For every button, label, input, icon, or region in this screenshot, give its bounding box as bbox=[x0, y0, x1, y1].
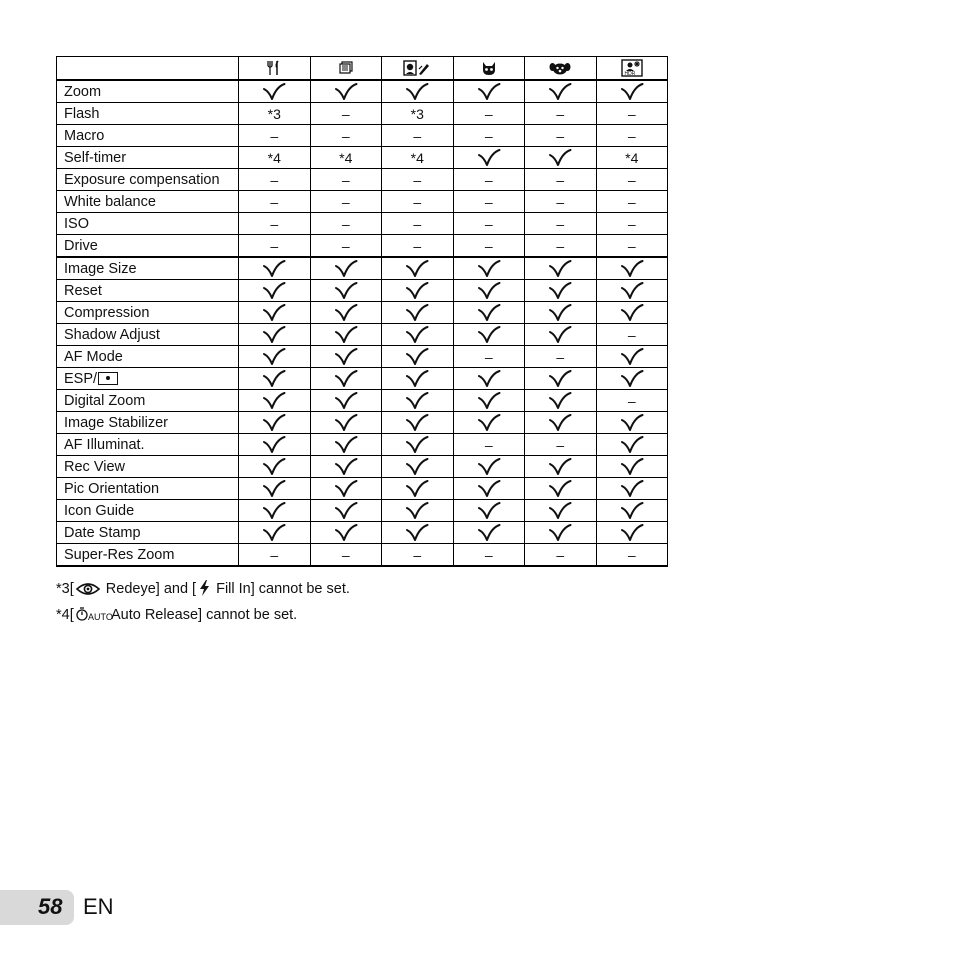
checkmark-icon bbox=[382, 324, 454, 346]
checkmark-icon bbox=[596, 456, 668, 478]
not-available-cell: – bbox=[310, 213, 382, 235]
svg-text:HDR: HDR bbox=[624, 71, 636, 77]
checkmark-icon bbox=[310, 302, 382, 324]
checkmark-icon bbox=[525, 147, 597, 169]
checkmark-icon bbox=[310, 280, 382, 302]
checkmark-icon bbox=[382, 412, 454, 434]
row-label-esp bbox=[57, 368, 239, 390]
column-header-6 bbox=[596, 57, 668, 81]
row-label-iso bbox=[57, 213, 239, 235]
row-label-reset bbox=[57, 280, 239, 302]
checkmark-icon bbox=[382, 346, 454, 368]
checkmark-icon bbox=[239, 412, 311, 434]
header-blank-cell bbox=[57, 57, 239, 81]
checkmark-icon bbox=[239, 324, 311, 346]
row-label-pic-orientation bbox=[57, 478, 239, 500]
not-available-cell: – bbox=[596, 390, 668, 412]
checkmark-icon bbox=[596, 412, 668, 434]
footnote-3-text-1: Redeye] and [ bbox=[101, 581, 197, 597]
checkmark-icon bbox=[453, 522, 525, 544]
not-available-cell: – bbox=[453, 103, 525, 125]
not-available-cell: – bbox=[310, 191, 382, 213]
checkmark-icon bbox=[453, 368, 525, 390]
table-row bbox=[57, 257, 668, 280]
not-available-cell: – bbox=[382, 191, 454, 213]
row-label-image-stabilizer bbox=[57, 412, 239, 434]
row-label-text: Image Size bbox=[64, 260, 137, 277]
checkmark-icon bbox=[382, 500, 454, 522]
checkmark-icon bbox=[310, 80, 382, 103]
checkmark-icon bbox=[239, 522, 311, 544]
checkmark-icon bbox=[310, 522, 382, 544]
not-available-cell: – bbox=[525, 235, 597, 258]
footnote-4-prefix: *4[ bbox=[56, 607, 74, 623]
pet-cat-icon bbox=[454, 59, 525, 77]
column-header-5 bbox=[525, 57, 597, 81]
checkmark-icon bbox=[382, 368, 454, 390]
checkmark-icon bbox=[382, 257, 454, 280]
table-row bbox=[57, 500, 668, 522]
checkmark-icon bbox=[453, 280, 525, 302]
checkmark-icon bbox=[239, 302, 311, 324]
auto-release-icon bbox=[76, 606, 113, 626]
column-header-4 bbox=[453, 57, 525, 81]
row-label-af-mode bbox=[57, 346, 239, 368]
documents-icon bbox=[311, 59, 382, 77]
checkmark-icon bbox=[239, 500, 311, 522]
not-available-cell: – bbox=[453, 169, 525, 191]
checkmark-icon bbox=[239, 280, 311, 302]
checkmark-icon bbox=[382, 434, 454, 456]
row-label-text: Drive bbox=[64, 237, 98, 254]
table-row bbox=[57, 80, 668, 103]
row-label-exposure-compensation bbox=[57, 169, 239, 191]
not-available-cell: – bbox=[596, 169, 668, 191]
checkmark-icon bbox=[382, 522, 454, 544]
beauty-icon bbox=[382, 59, 453, 77]
checkmark-icon bbox=[525, 324, 597, 346]
checkmark-icon bbox=[239, 456, 311, 478]
checkmark-icon bbox=[310, 434, 382, 456]
row-label-text: Pic Orientation bbox=[64, 480, 160, 497]
footnote-4-text-1: Auto Release] cannot be set. bbox=[107, 607, 298, 623]
checkmark-icon bbox=[382, 456, 454, 478]
table-row bbox=[57, 456, 668, 478]
row-label-text: Reset bbox=[64, 282, 102, 299]
table-row bbox=[57, 478, 668, 500]
row-label-text: Exposure compensation bbox=[64, 171, 220, 188]
checkmark-icon bbox=[239, 434, 311, 456]
row-label-text: Image Stabilizer bbox=[64, 414, 168, 431]
row-label-text: ISO bbox=[64, 215, 89, 232]
checkmark-icon bbox=[525, 257, 597, 280]
footnote-ref-cell: *4 bbox=[310, 147, 382, 169]
checkmark-icon bbox=[596, 302, 668, 324]
row-label-text: AF Illuminat. bbox=[64, 436, 145, 453]
row-label-text: Zoom bbox=[64, 83, 102, 100]
checkmark-icon bbox=[596, 368, 668, 390]
not-available-cell: – bbox=[453, 346, 525, 368]
checkmark-icon bbox=[453, 456, 525, 478]
checkmark-icon bbox=[382, 280, 454, 302]
checkmark-icon bbox=[239, 80, 311, 103]
row-label-rec-view bbox=[57, 456, 239, 478]
column-header-2 bbox=[310, 57, 382, 81]
checkmark-icon bbox=[310, 412, 382, 434]
table-row bbox=[57, 235, 668, 258]
not-available-cell: – bbox=[596, 544, 668, 567]
row-label-text: Icon Guide bbox=[64, 502, 135, 519]
checkmark-icon bbox=[596, 478, 668, 500]
not-available-cell: – bbox=[596, 125, 668, 147]
table-row bbox=[57, 191, 668, 213]
checkmark-icon bbox=[453, 257, 525, 280]
not-available-cell: – bbox=[382, 213, 454, 235]
table-row bbox=[57, 147, 668, 169]
checkmark-icon bbox=[453, 147, 525, 169]
not-available-cell: – bbox=[525, 125, 597, 147]
not-available-cell: – bbox=[596, 213, 668, 235]
pet-dog-icon bbox=[525, 59, 596, 77]
not-available-cell: – bbox=[310, 125, 382, 147]
spot-metering-icon bbox=[98, 372, 118, 385]
table-row bbox=[57, 103, 668, 125]
table-row bbox=[57, 346, 668, 368]
checkmark-icon bbox=[525, 522, 597, 544]
not-available-cell: – bbox=[382, 125, 454, 147]
column-header-1 bbox=[239, 57, 311, 81]
not-available-cell: – bbox=[239, 191, 311, 213]
checkmark-icon bbox=[596, 522, 668, 544]
not-available-cell: – bbox=[596, 191, 668, 213]
checkmark-icon bbox=[596, 257, 668, 280]
checkmark-icon bbox=[382, 390, 454, 412]
not-available-cell: – bbox=[453, 213, 525, 235]
row-label-af-illuminat bbox=[57, 434, 239, 456]
checkmark-icon bbox=[382, 302, 454, 324]
row-label-white-balance bbox=[57, 191, 239, 213]
checkmark-icon bbox=[525, 412, 597, 434]
checkmark-icon bbox=[310, 478, 382, 500]
checkmark-icon bbox=[239, 257, 311, 280]
checkmark-icon bbox=[525, 390, 597, 412]
checkmark-icon bbox=[453, 80, 525, 103]
table-row bbox=[57, 522, 668, 544]
table-header-row bbox=[57, 57, 668, 81]
row-label-self-timer bbox=[57, 147, 239, 169]
checkmark-icon bbox=[310, 346, 382, 368]
checkmark-icon bbox=[310, 456, 382, 478]
not-available-cell: – bbox=[596, 103, 668, 125]
row-label-compression bbox=[57, 302, 239, 324]
row-label-text: Rec View bbox=[64, 458, 125, 475]
not-available-cell: – bbox=[382, 544, 454, 567]
footnote-ref-cell: *4 bbox=[382, 147, 454, 169]
not-available-cell: – bbox=[310, 169, 382, 191]
checkmark-icon bbox=[525, 80, 597, 103]
row-label-drive bbox=[57, 235, 239, 258]
row-label-text: ESP/ bbox=[64, 370, 98, 387]
checkmark-icon bbox=[596, 346, 668, 368]
table-row bbox=[57, 544, 668, 567]
checkmark-icon bbox=[453, 500, 525, 522]
not-available-cell: – bbox=[382, 235, 454, 258]
flash-icon bbox=[198, 580, 210, 600]
not-available-cell: – bbox=[239, 213, 311, 235]
not-available-cell: – bbox=[453, 191, 525, 213]
checkmark-icon bbox=[596, 280, 668, 302]
row-label-text: AF Mode bbox=[64, 348, 123, 365]
row-label-text: Flash bbox=[64, 105, 100, 122]
not-available-cell: – bbox=[453, 544, 525, 567]
not-available-cell: – bbox=[525, 544, 597, 567]
not-available-cell: – bbox=[525, 169, 597, 191]
row-label-text: Date Stamp bbox=[64, 524, 141, 541]
checkmark-icon bbox=[596, 500, 668, 522]
row-label-date-stamp bbox=[57, 522, 239, 544]
row-label-text: Self-timer bbox=[64, 149, 127, 166]
footnote-3-prefix: *3[ bbox=[56, 581, 74, 597]
footnote-ref-cell: *3 bbox=[382, 103, 454, 125]
table-row bbox=[57, 390, 668, 412]
checkmark-icon bbox=[310, 324, 382, 346]
not-available-cell: – bbox=[596, 324, 668, 346]
not-available-cell: – bbox=[310, 544, 382, 567]
not-available-cell: – bbox=[239, 235, 311, 258]
checkmark-icon bbox=[596, 80, 668, 103]
checkmark-icon bbox=[239, 478, 311, 500]
checkmark-icon bbox=[525, 302, 597, 324]
row-label-flash bbox=[57, 103, 239, 125]
not-available-cell: – bbox=[453, 434, 525, 456]
checkmark-icon bbox=[525, 368, 597, 390]
footnote-ref-cell: *4 bbox=[239, 147, 311, 169]
table-row bbox=[57, 302, 668, 324]
table-row bbox=[57, 368, 668, 390]
checkmark-icon bbox=[453, 324, 525, 346]
checkmark-icon bbox=[239, 390, 311, 412]
not-available-cell: – bbox=[453, 125, 525, 147]
row-label-macro bbox=[57, 125, 239, 147]
row-label-text: Super-Res Zoom bbox=[64, 546, 175, 563]
not-available-cell: – bbox=[239, 544, 311, 567]
table-row bbox=[57, 412, 668, 434]
checkmark-icon bbox=[310, 500, 382, 522]
not-available-cell: – bbox=[525, 434, 597, 456]
footnote-ref-cell: *4 bbox=[596, 147, 668, 169]
checkmark-icon bbox=[310, 390, 382, 412]
checkmark-icon bbox=[453, 412, 525, 434]
not-available-cell: – bbox=[382, 169, 454, 191]
row-label-text: Compression bbox=[64, 304, 150, 321]
redeye-icon bbox=[76, 582, 100, 600]
table-row bbox=[57, 169, 668, 191]
checkmark-icon bbox=[239, 368, 311, 390]
row-label-text: Shadow Adjust bbox=[64, 326, 160, 343]
footnote-4 bbox=[56, 606, 297, 626]
checkmark-icon bbox=[239, 346, 311, 368]
checkmark-icon bbox=[382, 80, 454, 103]
row-label-icon-guide bbox=[57, 500, 239, 522]
table-row bbox=[57, 280, 668, 302]
checkmark-icon bbox=[525, 478, 597, 500]
not-available-cell: – bbox=[525, 346, 597, 368]
column-header-3 bbox=[382, 57, 454, 81]
table-row bbox=[57, 434, 668, 456]
hdr-backlight-icon bbox=[597, 59, 668, 77]
checkmark-icon bbox=[525, 456, 597, 478]
checkmark-icon bbox=[382, 478, 454, 500]
not-available-cell: – bbox=[525, 103, 597, 125]
row-label-digital-zoom bbox=[57, 390, 239, 412]
row-label-shadow-adjust bbox=[57, 324, 239, 346]
row-label-zoom bbox=[57, 80, 239, 103]
not-available-cell: – bbox=[310, 235, 382, 258]
checkmark-icon bbox=[525, 280, 597, 302]
settings-availability-table bbox=[56, 56, 668, 567]
not-available-cell: – bbox=[525, 213, 597, 235]
row-label-text: Macro bbox=[64, 127, 105, 144]
checkmark-icon bbox=[453, 302, 525, 324]
checkmark-icon bbox=[596, 434, 668, 456]
page-language: EN bbox=[83, 894, 114, 919]
row-label-super-res-zoom bbox=[57, 544, 239, 567]
not-available-cell: – bbox=[239, 169, 311, 191]
row-label-text: White balance bbox=[64, 193, 156, 210]
checkmark-icon bbox=[310, 368, 382, 390]
page-number: 58 bbox=[38, 894, 63, 919]
cuisine-icon bbox=[239, 59, 310, 77]
checkmark-icon bbox=[453, 478, 525, 500]
svg-text:AUTO: AUTO bbox=[87, 612, 113, 622]
checkmark-icon bbox=[310, 257, 382, 280]
page-number-tab bbox=[0, 890, 74, 925]
not-available-cell: – bbox=[596, 235, 668, 258]
row-label-image-size bbox=[57, 257, 239, 280]
table-row bbox=[57, 213, 668, 235]
footnote-3-text-2: Fill In] cannot be set. bbox=[212, 581, 350, 597]
checkmark-icon bbox=[453, 390, 525, 412]
footnote-ref-cell: *3 bbox=[239, 103, 311, 125]
not-available-cell: – bbox=[525, 191, 597, 213]
not-available-cell: – bbox=[310, 103, 382, 125]
checkmark-icon bbox=[525, 500, 597, 522]
not-available-cell: – bbox=[239, 125, 311, 147]
table-row bbox=[57, 125, 668, 147]
table-row bbox=[57, 324, 668, 346]
not-available-cell: – bbox=[453, 235, 525, 258]
footnote-3 bbox=[56, 580, 350, 600]
row-label-text: Digital Zoom bbox=[64, 392, 146, 409]
